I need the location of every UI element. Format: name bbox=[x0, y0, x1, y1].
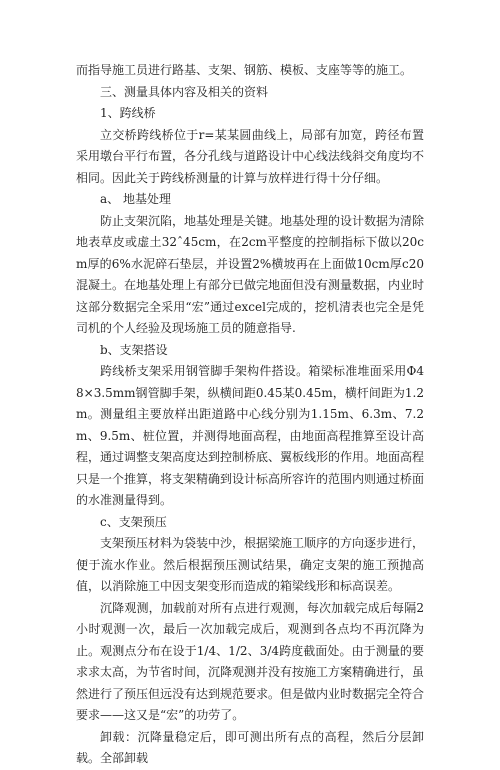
paragraph-unload: 卸载：沉降量稳定后，即可测出所有点的高程，然后分层卸载。全部卸载 bbox=[76, 729, 424, 765]
paragraph-scaffold: 跨线桥支架采用钢管脚手架构件搭设。箱梁标准堆面采用Φ48×3.5mm钢管脚手架，纵横间距0.45某0.45m，横杆间距为1.2m。测量组主要放样出距道路中心线分别为1.15m、6.3m、7.2m、9.5m、桩位置，并测得地面高程，由地面高程推算至设计高程，通过调整支架高度达到控制桥底、翼板线形的作用。地面高程只是一个推算，将支架精确到设计标高所容许的范围内则通过桥面的水准测量得到。 bbox=[76, 364, 425, 507]
subsection-heading-b: b、支架搭设 bbox=[100, 342, 168, 357]
subsection-heading-a: a、 地基处理 bbox=[100, 192, 171, 206]
paragraph-foundation: 防止支架沉陷，地基处理是关键。地基处理的设计数据为清除地表草皮或虚土32ˆ45cm，在2cm平整度的控制指标下做以20cm厚的6%水泥碎石垫层，并设置2%横坡再在上面做10cm厚c20混凝土。在地基处理上有部分已做完地面但没有测量数据，内业时这部分数据完全采用“宏”通过excel完成的，挖机清表也完全是凭司机的个人经验及现场施工员的随意指导. bbox=[76, 213, 425, 335]
paragraph-settlement: 沉降观测，加载前对所有点进行观测，每次加载完成后每隔2小时观测一次，最后一次加载完成后，观测到各点均不再沉降为止。观测点分布在设于1/4、1/2、3/4跨度截面处。由于测量的要求求太高，为节省时间，沉降观测并没有按施工方案精确进行，虽然进行了预压但远没有达到规范要求。但是做内业时数据完全符合要求——这又是“宏”的功劳了。 bbox=[76, 600, 425, 722]
paragraph-intro: 而指导施工员进行路基、支架、钢筋、模板、支座等等的施工。 bbox=[76, 63, 413, 77]
paragraph-preload: 支架预压材料为袋装中沙，根据梁施工顺序的方向逐步进行，便于流水作业。然后根据预压测试结果，确定支架的施工预抛高值，以消除施工中因支架变形而造成的箱梁线形和标高误差。 bbox=[76, 536, 425, 593]
section-heading-3: 三、测量具体内容及相关的资料 bbox=[100, 84, 269, 99]
subsection-heading-1: 1、跨线桥 bbox=[100, 106, 156, 120]
subsection-heading-c: c、支架预压 bbox=[100, 514, 167, 529]
paragraph-bridge-overview: 立交桥跨线桥位于r=某某圆曲线上，局部有加宽，跨径布置采用墩台平行布置，各分孔线与道路设计中心线法线斜交角度均不相同。因此关于跨线桥测量的计算与放样进行得十分仔细。 bbox=[76, 127, 425, 185]
